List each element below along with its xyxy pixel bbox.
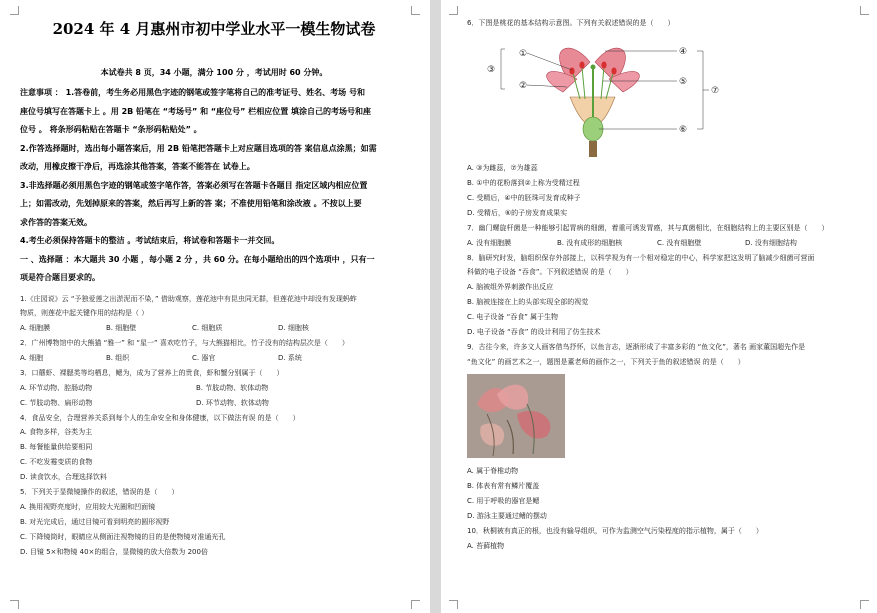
option-b: B. 组织 [106,353,130,362]
question-text: 2．广州博物馆中的大熊猫 “雅一” 和 “星一” 喜欢吃竹子，与大熊猫相比，竹子没有的结构层次是（ ） [20,339,349,348]
option-b: B. 节肢动物、软体动物 [196,383,269,392]
diagram-label-5: ⑤ [679,76,688,87]
option-d: D. 细胞核 [278,324,309,333]
page-corner-mark [449,6,458,15]
question-text: “鱼文化” 的画艺术之一，题图是董老师的画作之一，下列关于鱼的叙述错误 的是（ ） [467,357,745,366]
exam-title: 2024 年 4 月惠州市初中学业水平一模生物试卷 [52,20,376,38]
option-c: C. 下降镜筒时，眼睛应从侧面注视物镜的目的是使物镜对准通光孔 [20,533,226,542]
question-text: 10．秋桐被有真正的根，也没有输导组织，可作为监测空气污染程度的指示植物，属于（ ） [467,526,763,535]
option-d: D. 受精后，⑥的子房发育成果实 [467,208,568,217]
option-c: C. 电子设备 “吞食” 属于生物 [467,313,559,322]
diagram-label-3: ③ [487,64,496,75]
question-text: 4．食品安全，合理营养关系到每个人的生命安全和身体健康，以下做法有误 的是（ ） [20,413,300,422]
document-page-left [0,0,430,613]
option-a: A. 脑被组外界刺激作出反应 [467,283,554,292]
page-corner-mark [449,600,458,609]
question-text: 9．古往今来，许多文人画客借鸟抒怀，以鱼言志，逐渐形成了丰富多彩的 “鱼文化”，著名 画家董国超先作是 [467,343,806,352]
question-5 [20,485,408,560]
question-3 [20,366,408,411]
question-text: 8．脑研究时发，脑组织保存外部接上，以科学视为有一个相对稳定的中心，科学家把这发明了脑减少细菌可营面 [467,253,815,262]
question-9 [467,340,867,524]
instruction-line: 座位号填写在答题卡上 。用 2B 铅笔在 “考场号” 和 “座位号” 栏相应位置 填涂自己的考场号和座 [20,106,371,116]
question-text: 科做的电子设备 “吞食”。下列叙述错误 的是（ ） [467,268,633,277]
option-a: A. ③为雌蕊，⑦为雄蕊 [467,163,538,172]
question-6 [467,16,867,221]
diagram-label-4: ④ [679,46,688,57]
fish-painting-image [467,374,565,458]
option-c: C. 没有细胞壁 [657,238,702,247]
diagram-label-1: ① [519,48,528,59]
question-7 [467,221,867,251]
option-a: A. 苔藓植物 [467,541,505,550]
option-c: C. 器官 [192,353,216,362]
question-text: 6．下图是桃花的基本结构示意图。下列有关叙述错误的是（ ） [467,19,675,27]
section-heading: 项是符合题目要求的。 [20,273,100,282]
option-d: D. 游泳主要通过鳍的摆动 [467,511,547,520]
option-d: D. 读食饮水，合理选择饮料 [20,473,107,482]
option-b: B. 体表有常有鳞片覆盖 [467,481,540,490]
option-a: A. 细胞膜 [20,324,51,333]
option-b: B. 细胞壁 [106,324,137,333]
document-page-right [441,0,877,613]
exam-meta: 本试卷共 8 页，34 小题，满分 100 分 ，考试用时 60 分钟。 [100,68,328,77]
question-4 [20,411,408,486]
page-corner-mark [411,6,420,15]
page-corner-mark [860,6,869,15]
page-corner-mark [411,600,420,609]
option-c: C. 节肢动物、扁形动物 [20,398,93,407]
question-text: 3．口蘑虾、裸腮类等均栖息，鳃为，成为了营养上的贵食，虾和蟹分别属于（ ） [20,368,284,377]
diagram-label-7: ⑦ [711,85,720,96]
option-b: B. 每餐能量供给要相同 [20,443,93,452]
diagram-label-2: ② [519,80,528,91]
instruction-line: 2.作答选择题时，选出每小题答案后，用 2B 铅笔把答题卡上对应题目选项的答 案信息点涂黑；如需 [20,143,377,153]
instruction-line: 3.非选择题必须用黑色字迹的钢笔或签字笔作答，答案必须写在答题卡各题目 指定区域内相应位置 [20,180,368,190]
question-text: 7．幽门螺旋杆菌是一种能够引起胃病的细菌，着重可诱发胃癌，其与真菌相比，在细胞结构上的主要区别是（ ） [467,223,829,232]
option-b: B. ①中的花粉落到②上称为受精过程 [467,178,580,187]
option-a: A. 细胞 [20,353,44,362]
option-c: C. 用于呼吸的器官是鳃 [467,496,540,505]
instruction-line: 注意事项 ： 1.答卷前，考生务必用黑色字迹的钢笔或签字笔将自己的准考证号、姓名、考场 号和 [20,88,365,97]
option-a: A. 环节动物、腔肠动物 [20,383,93,392]
option-a: A. 没有细胞膜 [467,238,512,247]
section-heading: 一 、选择题 ：本大题共 30 小题 ，每小题 2 分 ，共 60 分。在每小题给出的四个选项中 ，只有一 [20,254,375,264]
question-2 [20,336,408,366]
option-c: C. 受精后，④中的胚珠可发育成种子 [467,193,581,202]
question-text: 1.《庄园说》云 “予独爱莲之出淤泥而不染，” 借助观察，莲花池中有昆虫同无群，但莲花池中却没有发现蚂蚱 [20,294,357,303]
instruction-line: 4.考生必须保持答题卡的整洁 。考试结束后，将试卷和答题卡一并交回。 [20,236,280,245]
instructions [20,84,408,288]
diagram-label-6: ⑥ [679,124,688,135]
option-b: B. 对光完成后，通过目镜可看到明亮的圆形视野 [20,518,170,527]
question-text: 物质，则莲花中起关键作用的结构是（ ） [20,309,149,318]
instruction-line: 上；如需改动，先划掉原来的答案，然后再写上新的答 案；不准使用铅笔和涂改液 。不按以上要 [20,199,362,208]
instruction-line: 位号 。 将条形码粘贴在答题卡 “条形码粘贴处” 。 [20,125,202,134]
option-d: D. 环节动物、软体动物 [196,398,269,407]
instruction-line: 改动，用橡皮擦干净后，再选涂其他答案，答案不能答在 试卷上。 [20,162,255,171]
option-a: A. 属于脊椎动物 [467,466,519,475]
question-1 [20,292,408,337]
option-d: D. 没有细胞结构 [745,238,797,247]
option-b: B. 脑被连接在上的头部实现全部的视觉 [467,298,589,307]
option-c: C. 不吃发霉变质的食物 [20,458,93,467]
page-corner-mark [10,6,19,15]
option-a: A. 食物多样，谷类为主 [20,428,93,437]
option-d: D. 系统 [278,353,302,362]
page-corner-mark [860,600,869,609]
flower-structure-diagram [475,37,745,157]
option-d: D. 电子设备 “吞食” 的设计利用了仿生技术 [467,328,601,337]
question-8 [467,251,867,341]
page-corner-mark [10,600,19,609]
option-a: A. 换用视野亮度时，应用较大光圈和凹面镜 [20,503,156,512]
question-10 [467,524,867,554]
question-text: 5．下列关于显微镜操作的叙述，错误的是（ ） [20,488,179,497]
instruction-line: 求作答的答案无效。 [20,217,92,227]
option-b: B. 没有成形的细胞核 [557,238,623,247]
option-c: C. 细胞质 [192,324,223,333]
option-d: D. 目镜 5×和物镜 40×的组合，显微镜的放大倍数为 200倍 [20,548,208,557]
